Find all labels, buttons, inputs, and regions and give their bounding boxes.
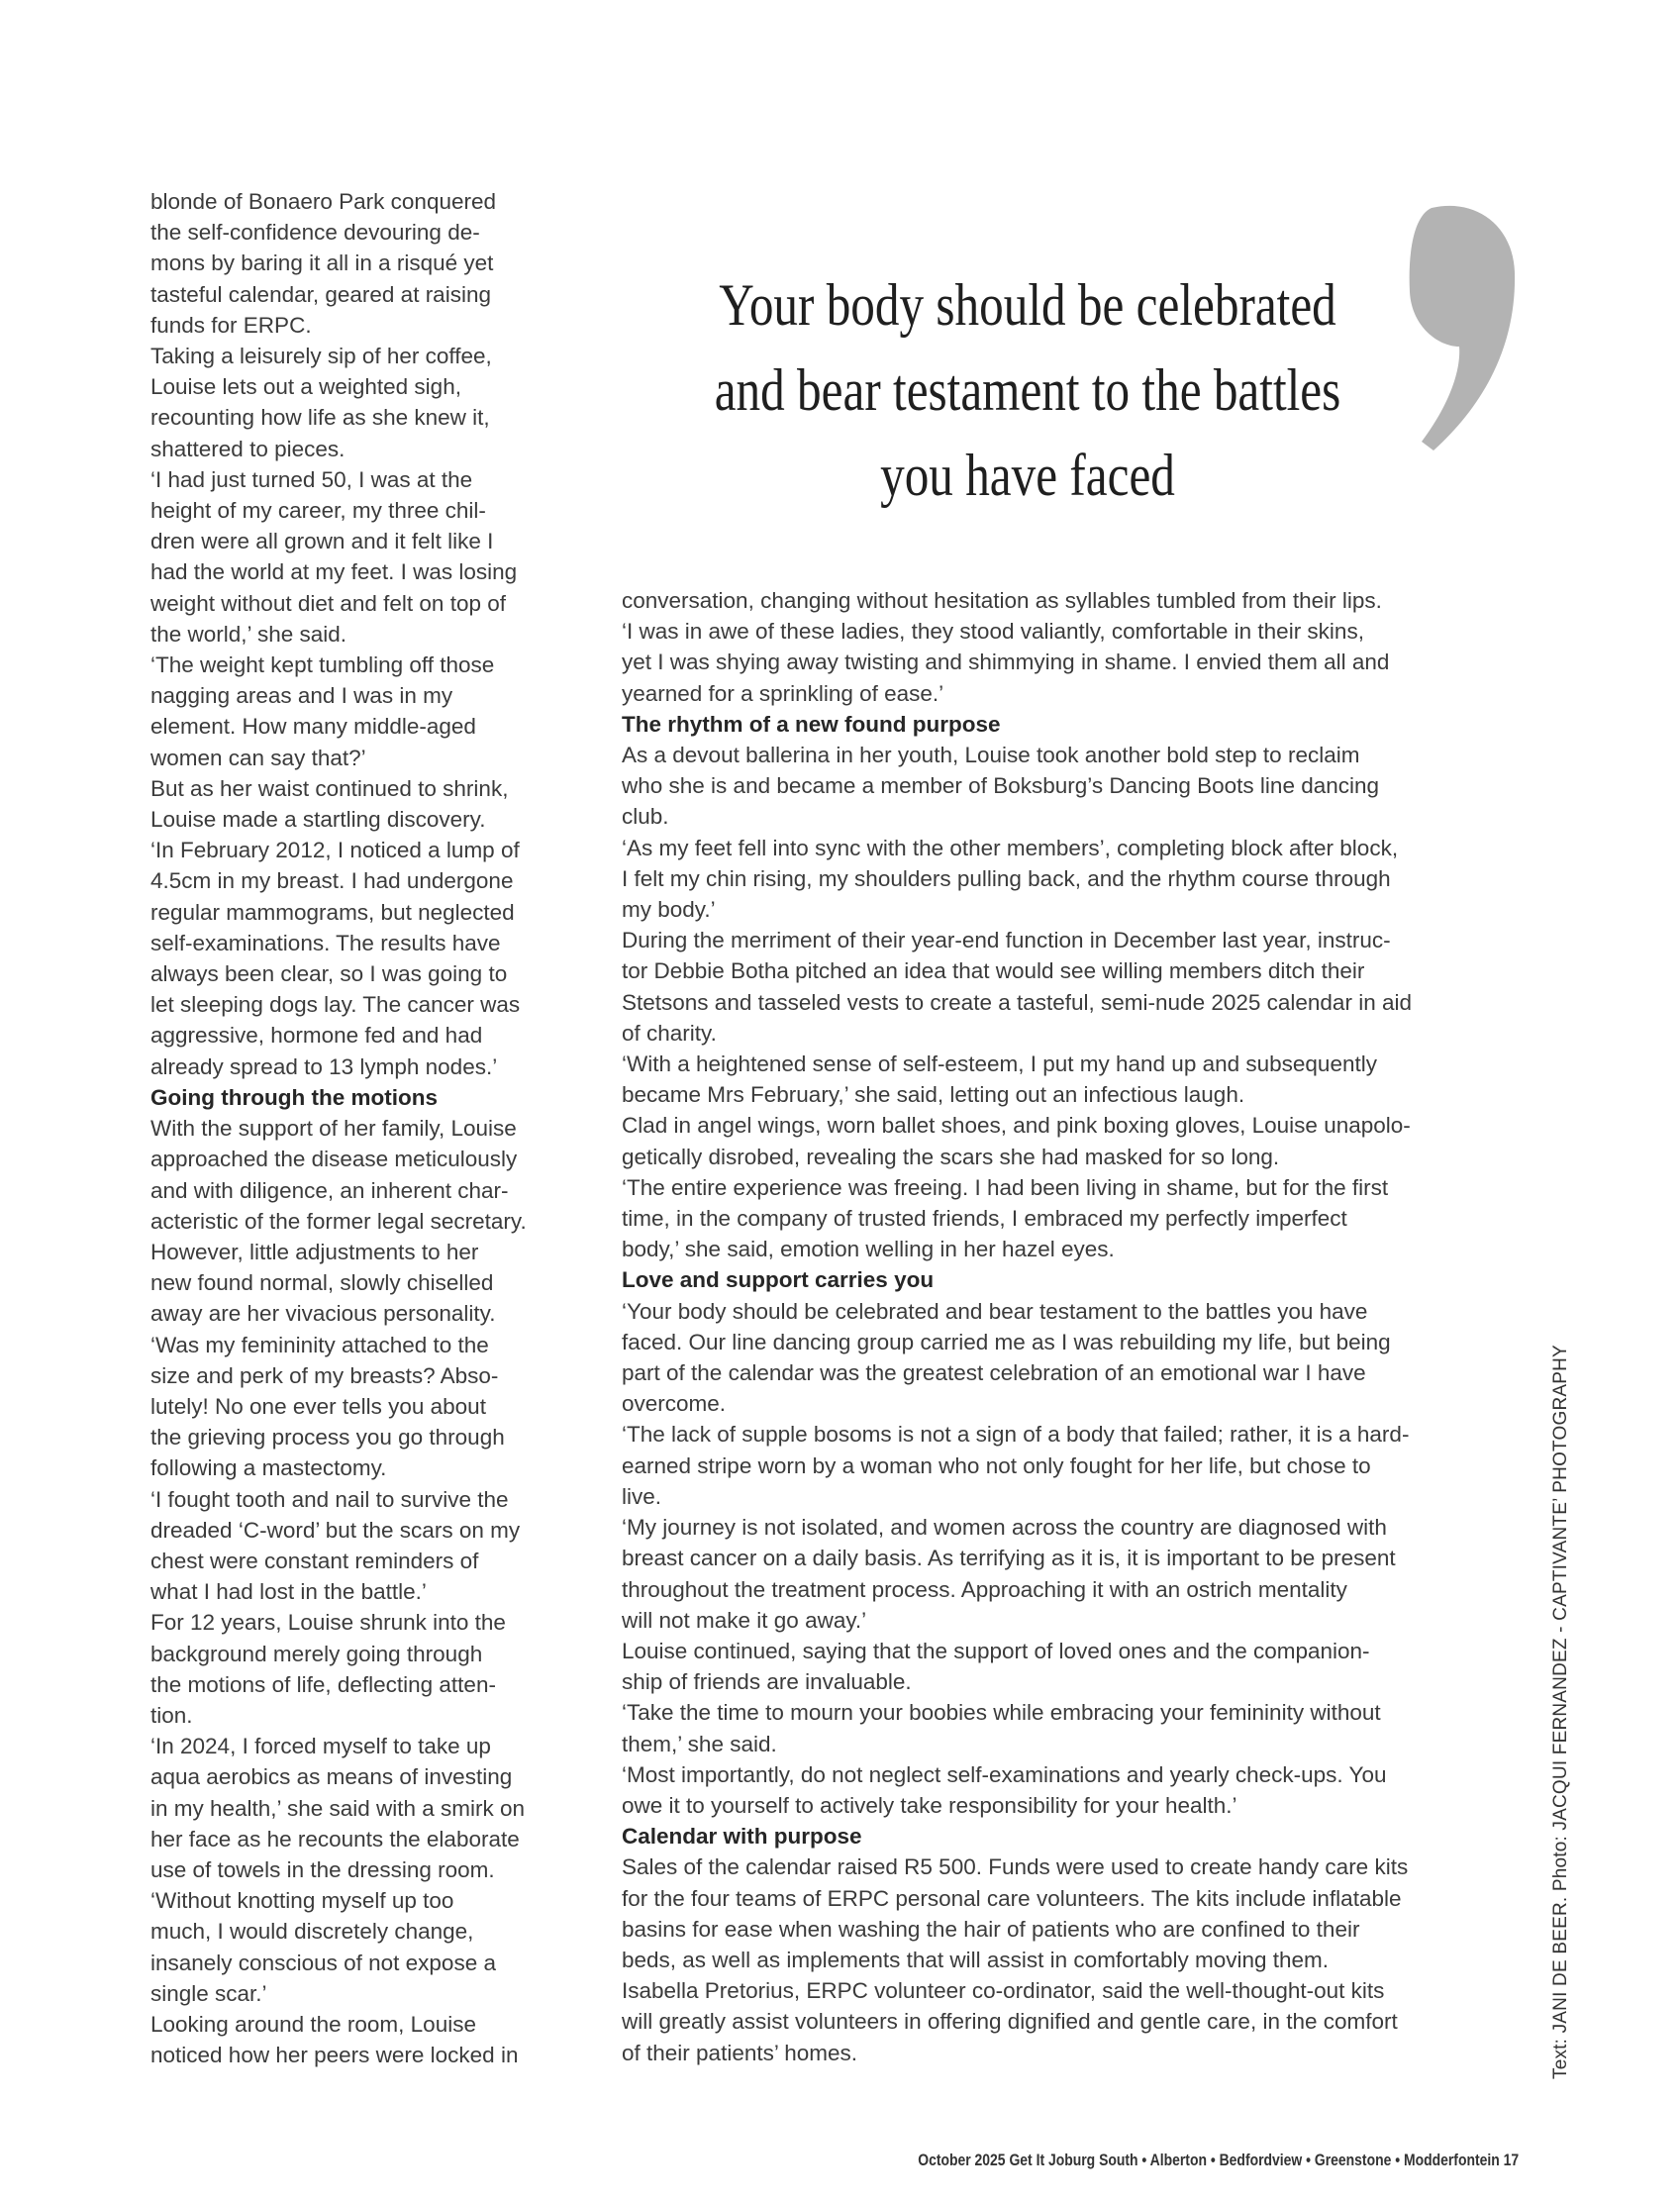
text-line: ‘The entire experience was freeing. I had been living in shame, but for the first <box>622 1174 1389 1200</box>
section-heading: Going through the motions <box>150 1084 438 1110</box>
text-line: will greatly assist volunteers in offering dignified and gentle care, in the comfort <box>622 2009 1398 2035</box>
text-line: ‘Without knotting myself up too <box>150 1888 454 1914</box>
text-line: noticed how her peers were locked in <box>150 2043 519 2068</box>
text-line: much, I would discretely change, <box>150 1919 474 1945</box>
text-line: Isabella Pretorius, ERPC volunteer co-ordinator, said the well-thought-out kits <box>622 1978 1385 2004</box>
text-line: element. How many middle-aged <box>150 714 476 740</box>
text-line: dreaded ‘C-word’ but the scars on my <box>150 1517 521 1543</box>
text-line: ‘Most importantly, do not neglect self-examinations and yearly check-ups. You <box>622 1761 1387 1787</box>
text-line: will not make it go away.’ <box>622 1607 867 1633</box>
footer-publication: Get It Joburg South <box>1009 2151 1138 2169</box>
text-line: I felt my chin rising, my shoulders pulling back, and the rhythm course through <box>622 865 1391 891</box>
text-line: tor Debbie Botha pitched an idea that would see willing members ditch their <box>622 958 1365 984</box>
text-line: Louise continued, saying that the support of loved ones and the companion- <box>622 1638 1370 1663</box>
text-line: throughout the treatment process. Approaching it with an ostrich mentality <box>622 1576 1347 1602</box>
text-line: self-examinations. The results have <box>150 930 501 955</box>
text-line: With the support of her family, Louise <box>150 1116 517 1142</box>
text-line: ‘Your body should be celebrated and bear testament to the battles you have <box>622 1298 1368 1324</box>
text-line: mons by baring it all in a risqué yet <box>150 250 494 276</box>
pull-quote-line-1: Your body should be celebrated <box>719 272 1336 338</box>
text-line: conversation, changing without hesitation as syllables tumbled from their lips. <box>622 588 1382 613</box>
footer-date: October 2025 <box>918 2151 1006 2169</box>
text-line: aqua aerobics as means of investing <box>150 1764 513 1790</box>
text-line: height of my career, my three chil- <box>150 498 486 524</box>
text-line: faced. Our line dancing group carried me as I was rebuilding my life, but being <box>622 1329 1391 1354</box>
text-line: For 12 years, Louise shrunk into the <box>150 1610 506 1636</box>
text-line: Clad in angel wings, worn ballet shoes, and pink boxing gloves, Louise unapolo- <box>622 1113 1411 1139</box>
text-line: always been clear, so I was going to <box>150 961 508 987</box>
page-footer <box>918 2151 1519 2170</box>
text-line: recounting how life as she knew it, <box>150 405 490 431</box>
text-line: part of the calendar was the greatest celebration of an emotional war I have <box>622 1360 1366 1386</box>
text-line: the world,’ she said. <box>150 621 347 647</box>
right-article-column <box>622 585 1532 2068</box>
text-line: owe it to yourself to actively take responsibility for your health.’ <box>622 1792 1237 1818</box>
text-line: the self-confidence devouring de- <box>150 220 480 246</box>
footer-areas: • Alberton • Bedfordview • Greenstone • Modderfontein <box>1141 2151 1500 2169</box>
text-line: tion. <box>150 1702 193 1728</box>
section-heading: Love and support carries you <box>622 1267 935 1293</box>
text-line: ‘The weight kept tumbling off those <box>150 652 495 678</box>
text-line: had the world at my feet. I was losing <box>150 559 518 585</box>
text-line: ship of friends are invaluable. <box>622 1669 912 1695</box>
text-line: live. <box>622 1483 662 1509</box>
text-line: dren were all grown and it felt like I <box>150 529 494 554</box>
photo-credit: Text: JANI DE BEER. Photo: JACQUI FERNANDEZ - CAPTIVANTE’ PHOTOGRAPHY <box>1550 1345 1571 2079</box>
text-line: the motions of life, deflecting atten- <box>150 1671 496 1697</box>
text-line: 4.5cm in my breast. I had undergone <box>150 868 514 894</box>
text-line: ‘With a heightened sense of self-esteem, I put my hand up and subsequently <box>622 1051 1377 1077</box>
pull-quote <box>695 262 1360 518</box>
text-line: in my health,’ she said with a smirk on <box>150 1795 526 1821</box>
text-line: overcome. <box>622 1391 727 1417</box>
text-line: ‘I had just turned 50, I was at the <box>150 466 473 492</box>
text-line: let sleeping dogs lay. The cancer was <box>150 992 521 1018</box>
text-line: body,’ she said, emotion welling in her hazel eyes. <box>622 1237 1115 1262</box>
text-line: Louise made a startling discovery. <box>150 807 486 833</box>
text-line: earned stripe worn by a woman who not only fought for her life, but chose to <box>622 1452 1371 1478</box>
text-line: club. <box>622 804 669 830</box>
text-line: breast cancer on a daily basis. As terrifying as it is, it is important to be present <box>622 1546 1396 1571</box>
pull-quote-line-3: you have faced <box>880 443 1175 508</box>
text-line: ‘I fought tooth and nail to survive the <box>150 1486 509 1512</box>
text-line: became Mrs February,’ she said, letting out an infectious laugh. <box>622 1082 1245 1108</box>
text-line: ‘In 2024, I forced myself to take up <box>150 1734 491 1759</box>
text-line: acteristic of the former legal secretary. <box>150 1208 527 1234</box>
text-line: Sales of the calendar raised R5 500. Funds were used to create handy care kits <box>622 1854 1409 1880</box>
text-line: background merely going through <box>150 1641 483 1666</box>
text-line: the grieving process you go through <box>150 1425 505 1451</box>
text-line: ‘I was in awe of these ladies, they stood valiantly, comfortable in their skins, <box>622 619 1364 645</box>
text-line: following a mastectomy. <box>150 1455 387 1481</box>
text-line: approached the disease meticulously <box>150 1147 518 1172</box>
text-line: ‘Take the time to mourn your boobies while embracing your femininity without <box>622 1700 1381 1726</box>
text-line: new found normal, slowly chiselled <box>150 1270 494 1296</box>
closing-quote-mark-icon <box>1404 198 1523 495</box>
text-line: already spread to 13 lymph nodes.’ <box>150 1053 498 1079</box>
text-line: funds for ERPC. <box>150 312 312 338</box>
text-line: of charity. <box>622 1020 717 1046</box>
text-line: yet I was shying away twisting and shimmying in shame. I envied them all and <box>622 650 1390 675</box>
text-line: insanely conscious of not expose a <box>150 1950 496 1975</box>
text-line: women can say that?’ <box>150 745 366 770</box>
text-line: what I had lost in the battle.’ <box>150 1579 427 1605</box>
text-line: shattered to pieces. <box>150 436 346 461</box>
left-article-column <box>150 186 586 2070</box>
text-line: However, little adjustments to her <box>150 1239 479 1264</box>
text-line: lutely! No one ever tells you about <box>150 1393 486 1419</box>
text-line: During the merriment of their year-end function in December last year, instruc- <box>622 928 1391 953</box>
text-line: Louise lets out a weighted sigh, <box>150 374 461 400</box>
text-line: ‘In February 2012, I noticed a lump of <box>150 838 520 863</box>
section-heading: Calendar with purpose <box>622 1824 862 1850</box>
page-number: 17 <box>1503 2151 1519 2169</box>
text-line: getically disrobed, revealing the scars she had masked for so long. <box>622 1144 1280 1169</box>
text-line: time, in the company of trusted friends, I embraced my perfectly imperfect <box>622 1206 1347 1232</box>
text-line: regular mammograms, but neglected <box>150 899 515 925</box>
text-line: her face as he recounts the elaborate <box>150 1826 520 1852</box>
text-line: basins for ease when washing the hair of patients who are confined to their <box>622 1916 1360 1942</box>
text-line: and with diligence, an inherent char- <box>150 1177 509 1203</box>
text-line: use of towels in the dressing room. <box>150 1856 495 1882</box>
text-line: ‘My journey is not isolated, and women across the country are diagnosed with <box>622 1515 1387 1541</box>
pull-quote-line-2: and bear testament to the battles <box>714 357 1341 423</box>
text-line: single scar.’ <box>150 1980 267 2006</box>
text-line: them,’ she said. <box>622 1731 777 1756</box>
text-line: away are her vivacious personality. <box>150 1301 496 1327</box>
text-line: for the four teams of ERPC personal care volunteers. The kits include inflatable <box>622 1885 1402 1911</box>
text-line: As a devout ballerina in her youth, Louise took another bold step to reclaim <box>622 743 1360 768</box>
text-line: of their patients’ homes. <box>622 2040 858 2065</box>
text-line: blonde of Bonaero Park conquered <box>150 189 497 214</box>
text-line: But as her waist continued to shrink, <box>150 775 509 801</box>
text-line: my body.’ <box>622 897 716 923</box>
text-line: ‘Was my femininity attached to the <box>150 1332 489 1357</box>
text-line: yearned for a sprinkling of ease.’ <box>622 680 944 706</box>
text-line: Stetsons and tasseled vests to create a tasteful, semi-nude 2025 calendar in aid <box>622 989 1412 1015</box>
text-line: Looking around the room, Louise <box>150 2011 476 2037</box>
section-heading: The rhythm of a new found purpose <box>622 711 1001 737</box>
text-line: size and perk of my breasts? Abso- <box>150 1362 499 1388</box>
text-line: aggressive, hormone fed and had <box>150 1023 483 1049</box>
text-line: weight without diet and felt on top of <box>150 590 506 616</box>
text-line: tasteful calendar, geared at raising <box>150 281 491 307</box>
text-line: chest were constant reminders of <box>150 1548 479 1573</box>
text-line: ‘As my feet fell into sync with the other members’, completing block after block, <box>622 835 1399 860</box>
text-line: ‘The lack of supple bosoms is not a sign of a body that failed; rather, it is a hard- <box>622 1422 1410 1448</box>
text-line: beds, as well as implements that will assist in comfortably moving them. <box>622 1947 1330 1972</box>
text-line: who she is and became a member of Boksburg’s Dancing Boots line dancing <box>622 773 1380 799</box>
text-line: Taking a leisurely sip of her coffee, <box>150 344 492 369</box>
text-line: nagging areas and I was in my <box>150 683 453 709</box>
